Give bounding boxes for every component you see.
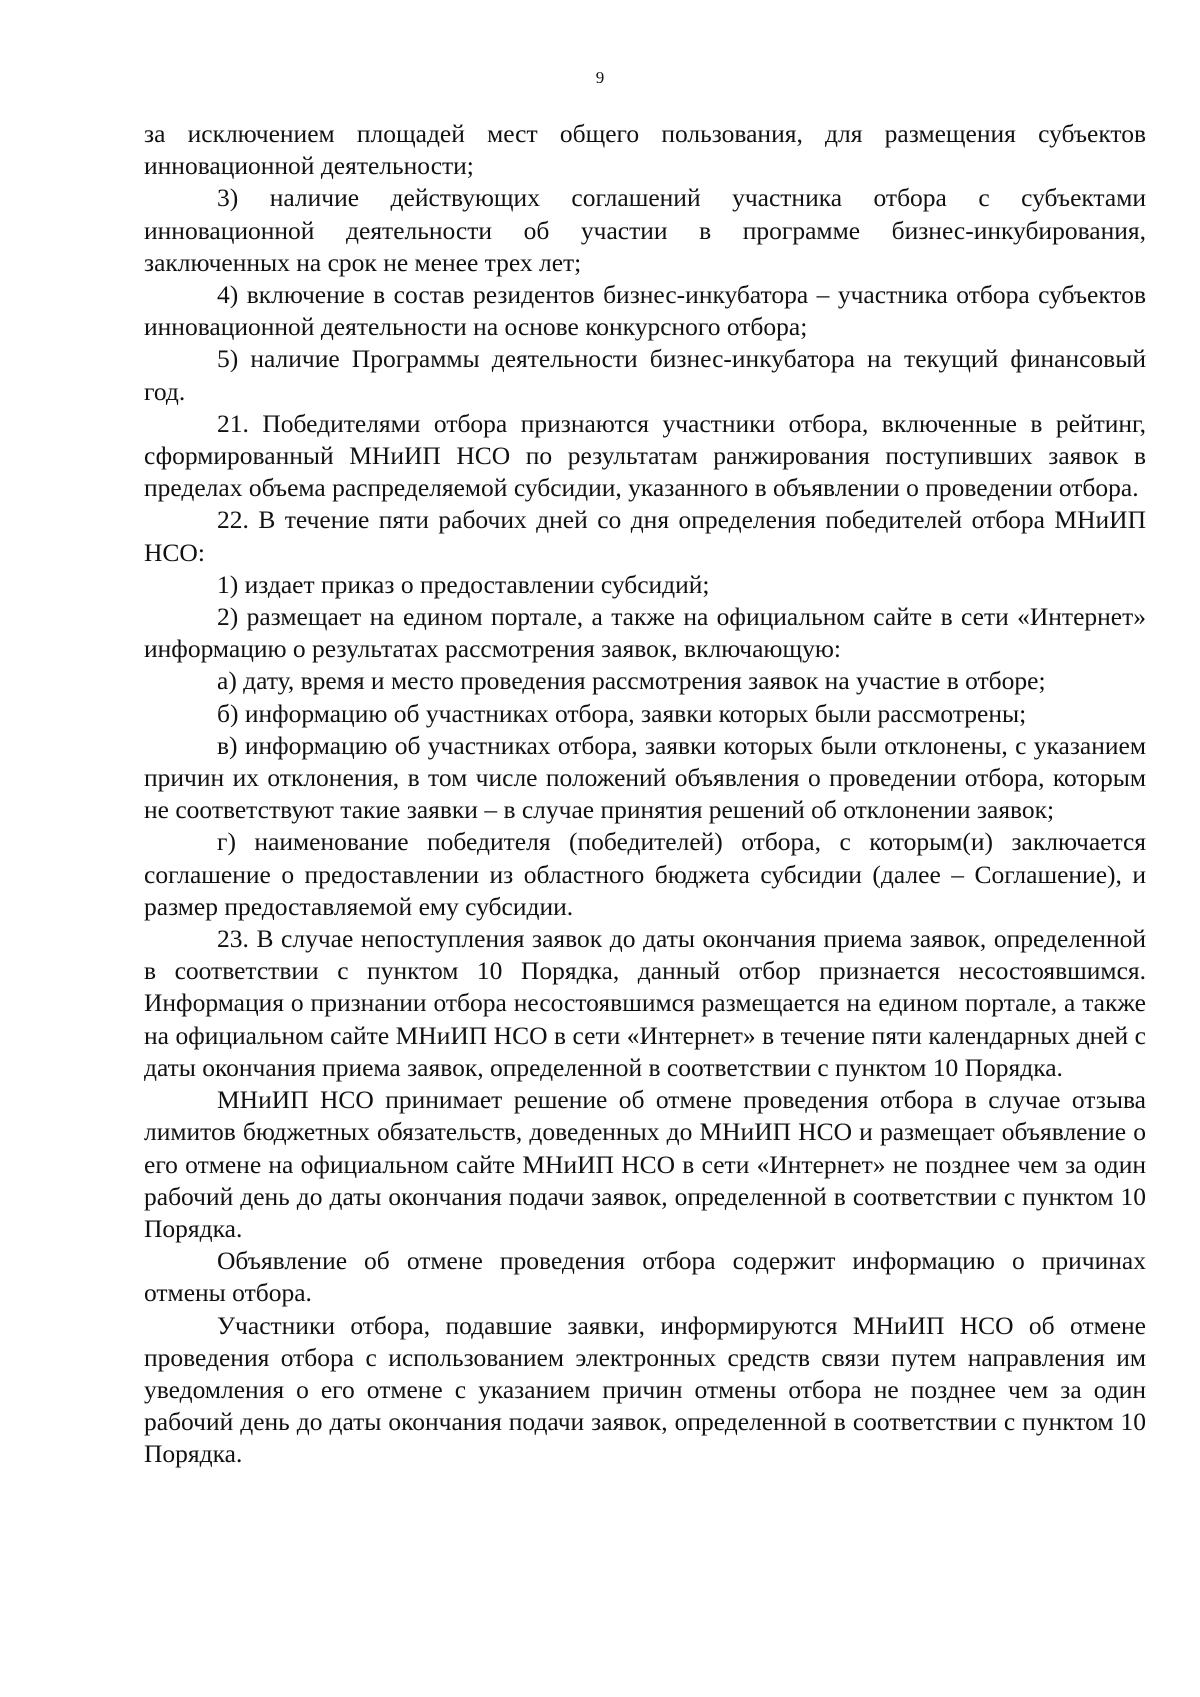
paragraph: Объявление об отмене проведения отбора содержит информацию о причинах отмены отбора. bbox=[144, 1246, 1146, 1308]
paragraph: 22. В течение пяти рабочих дней со дня определения победителей отбора МНиИП НСО: bbox=[144, 505, 1146, 567]
paragraph: в) информацию об участниках отбора, заявки которых были отклонены, с указанием причин их отклонения, в том числе положений объявления о проведении отбора, которым не соответствуют такие заявки – в случае принятия решений об отклонении заявок; bbox=[144, 730, 1146, 825]
paragraph: за исключением площадей мест общего пользования, для размещения субъектов инновационной деятельности; bbox=[144, 119, 1146, 181]
document-body bbox=[144, 118, 1146, 1471]
paragraph: 21. Победителями отбора признаются участники отбора, включенные в рейтинг, сформированный МНиИП НСО по результатам ранжирования поступивших заявок в пределах объема распределяемой субсидии, указанного в объявлении о проведении отбора. bbox=[144, 408, 1146, 503]
paragraph: МНиИП НСО принимает решение об отмене проведения отбора в случае отзыва лимитов бюджетных обязательств, доведенных до МНиИП НСО и размещает объявление о его отмене на официальном сайте МНиИП НСО в сети «Интернет» не позднее чем за один рабочий день до даты окончания подачи заявок, определенной в соответствии с пунктом 10 Порядка. bbox=[144, 1085, 1146, 1243]
paragraph: г) наименование победителя (победителей) отбора, с которым(и) заключается соглашение о предоставлении из областного бюджета субсидии (далее – Соглашение), и размер предоставляемой ему субсидии. bbox=[144, 827, 1146, 921]
paragraph: 2) размещает на едином портале, а также на официальном сайте в сети «Интернет» информацию о результатах рассмотрения заявок, включающую: bbox=[144, 602, 1146, 664]
paragraph: 1) издает приказ о предоставлении субсидий; bbox=[217, 569, 710, 599]
page-number: 9 bbox=[595, 68, 605, 87]
paragraph: Участники отбора, подавшие заявки, информируются МНиИП НСО об отмене проведения отбора с использованием электронных средств связи путем направления им уведомления о его отмене с указанием причин отмены отбора не позднее чем за один рабочий день до даты окончания подачи заявок, определенной в соответствии с пунктом 10 Порядка. bbox=[144, 1310, 1146, 1469]
paragraph: 23. В случае непоступления заявок до даты окончания приема заявок, определенной в соответствии с пунктом 10 Порядка, данный отбор признается несостоявшимся. Информация о признании отбора несостоявшимся размещается на едином портале, а также на официальном сайте МНиИП НСО в сети «Интернет» в течение пяти календарных дней с даты окончания приема заявок, определенной в соответствии с пунктом 10 Порядка. bbox=[144, 924, 1146, 1082]
paragraph: а) дату, время и место проведения рассмотрения заявок на участие в отборе; bbox=[217, 666, 1046, 696]
paragraph: 4) включение в состав резидентов бизнес-инкубатора – участника отбора субъектов инновационной деятельности на основе конкурсного отбора; bbox=[144, 280, 1146, 342]
paragraph: 3) наличие действующих соглашений участника отбора с субъектами инновационной деятельности об участии в программе бизнес-инкубирования, заключенных на срок не менее трех лет; bbox=[144, 183, 1146, 277]
paragraph: б) информацию об участниках отбора, заявки которых были рассмотрены; bbox=[217, 698, 1027, 728]
paragraph: 5) наличие Программы деятельности бизнес-инкубатора на текущий финансовый год. bbox=[144, 344, 1146, 406]
